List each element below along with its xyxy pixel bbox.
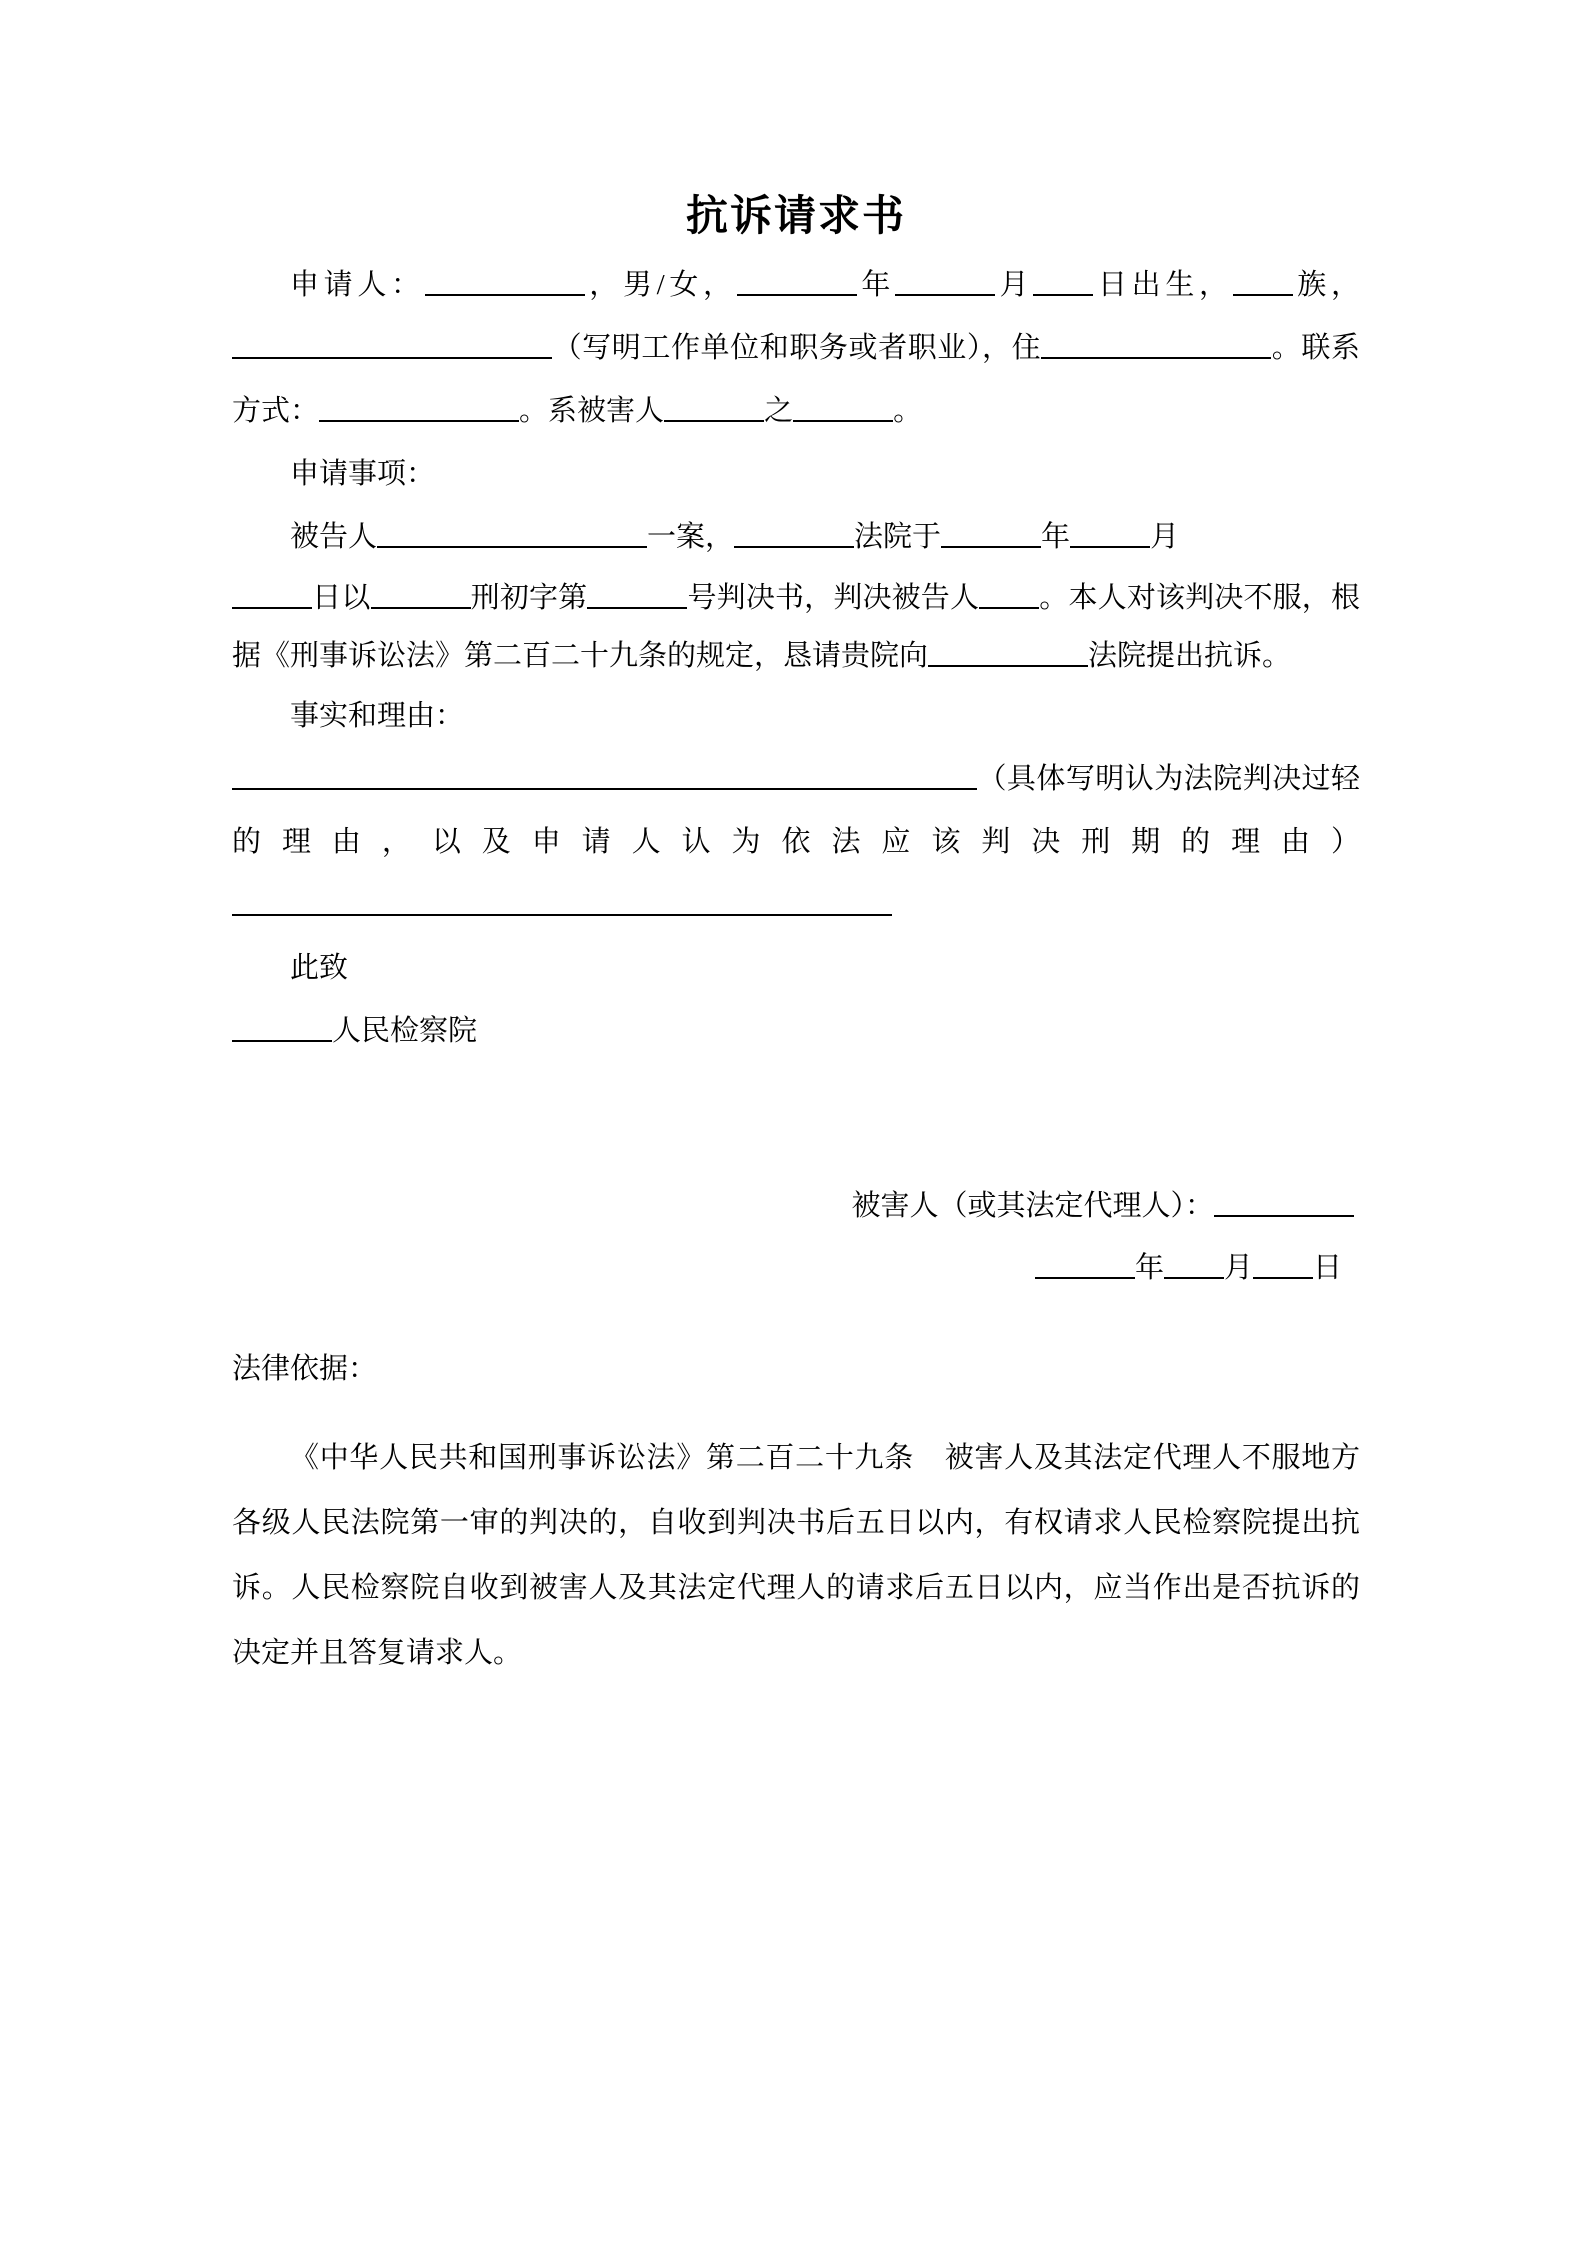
title-spacer bbox=[232, 242, 1360, 254]
facts-note-1: （具体写明认为 bbox=[977, 763, 1184, 796]
address-blank[interactable] bbox=[1041, 327, 1271, 359]
doc-number-label: 号判决书，判决被告人 bbox=[687, 582, 980, 615]
occupation-note: （写明工作单位和职务或者职业）， bbox=[552, 332, 1012, 365]
doc-type-label: 刑初字第 bbox=[470, 582, 588, 615]
request-judgment-line bbox=[232, 569, 1360, 685]
closing-addressee-line bbox=[232, 1000, 1360, 1063]
contact-blank[interactable] bbox=[319, 390, 519, 422]
sign-day-blank[interactable] bbox=[1253, 1247, 1313, 1279]
facts-blank-1[interactable] bbox=[232, 758, 977, 790]
procuratorate-blank[interactable] bbox=[232, 1010, 332, 1042]
birth-year-label: 年 bbox=[856, 269, 895, 302]
address-label: 住 bbox=[1011, 332, 1042, 365]
relation-prefix: 系被害 bbox=[548, 395, 636, 428]
doc-prefix-blank[interactable] bbox=[371, 577, 471, 609]
sentence-period: 。 bbox=[1039, 582, 1069, 615]
ethnicity-blank[interactable] bbox=[1233, 264, 1293, 296]
doc-number-blank[interactable] bbox=[587, 577, 687, 609]
relation-kind-blank[interactable] bbox=[793, 390, 893, 422]
birth-month-blank[interactable] bbox=[895, 264, 995, 296]
sign-month-label: 月 bbox=[1223, 1252, 1253, 1285]
signature-block bbox=[232, 1175, 1360, 1299]
judgment-day-label: 日以 bbox=[312, 582, 371, 615]
address-period: 。 bbox=[1271, 332, 1302, 365]
contact-period: 。 bbox=[519, 395, 549, 428]
page-title: 抗诉请求书 bbox=[685, 194, 906, 240]
judgment-month-label: 月 bbox=[1150, 521, 1180, 554]
facts-note-3: 由） bbox=[1281, 826, 1360, 859]
document-body bbox=[232, 0, 1360, 1715]
sign-year-label: 年 bbox=[1134, 1252, 1164, 1285]
sentence-blank[interactable] bbox=[979, 577, 1039, 609]
protest-court-text: 法院提出抗诉。 bbox=[1088, 640, 1292, 673]
applicant-gender-option: 男/女 bbox=[622, 269, 703, 302]
ethnicity-label: 族， bbox=[1292, 269, 1360, 302]
judgment-year-label: 年 bbox=[1041, 521, 1071, 554]
judgment-day-blank[interactable] bbox=[232, 577, 312, 609]
facts-blank-2[interactable] bbox=[232, 884, 892, 916]
birth-day-blank[interactable] bbox=[1033, 264, 1093, 296]
signer-blank[interactable] bbox=[1214, 1185, 1354, 1217]
relation-person-label: 人 bbox=[635, 395, 665, 428]
applicant-label: 申请人： bbox=[290, 269, 425, 302]
applicant-paragraph bbox=[232, 254, 1360, 443]
applicant-name-blank[interactable] bbox=[425, 264, 585, 296]
facts-note-2: 法院判决过轻的理由，以及申请人认为依法应该判决刑期的理 bbox=[232, 763, 1360, 859]
sign-year-blank[interactable] bbox=[1035, 1247, 1135, 1279]
case-word: 一案， bbox=[647, 521, 735, 554]
relation-victim-blank[interactable] bbox=[664, 390, 764, 422]
court-word: 法院于 bbox=[854, 521, 942, 554]
procuratorate-label: 人民检察院 bbox=[332, 1015, 478, 1048]
defendant-name-blank[interactable] bbox=[377, 516, 647, 548]
applicant-comma-2: ， bbox=[703, 269, 737, 302]
occupation-blank[interactable] bbox=[232, 327, 552, 359]
signature-date-line bbox=[232, 1237, 1360, 1299]
birth-month-label: 月 bbox=[995, 269, 1034, 302]
request-defendant-line bbox=[232, 506, 1360, 569]
closing-salutation: 此致 bbox=[290, 952, 349, 985]
objection-text: 本人对该判决不服，根据《刑事诉讼法》第二百二十九条的规定，恳请贵院向 bbox=[232, 582, 1360, 673]
sign-month-blank[interactable] bbox=[1164, 1247, 1224, 1279]
birth-day-label: 日出 bbox=[1093, 269, 1166, 302]
signer-label: 被害人（或其法定代理人）： bbox=[851, 1190, 1214, 1223]
signer-line bbox=[232, 1175, 1360, 1237]
birth-cont-label: 生， bbox=[1165, 269, 1233, 302]
applicant-comma-1: ， bbox=[584, 269, 623, 302]
legal-text: 被害人及其法定代理人不服地方各级人民法院第一审的判决的，自收到判决书后五日以内，有权请求人民检察院提出抗诉。人民检察院自收到被害人及其法定代理人的请求后五日以内，应当作出是否抗诉的决定并且答复请求人。 bbox=[232, 1442, 1360, 1670]
judgment-year-blank[interactable] bbox=[941, 516, 1041, 548]
relation-of-label: 之 bbox=[764, 395, 794, 428]
contact-label: 联系方式： bbox=[232, 332, 1360, 428]
request-heading: 申请事项： bbox=[290, 458, 436, 491]
relation-period: 。 bbox=[893, 395, 923, 428]
sign-day-label: 日 bbox=[1312, 1252, 1342, 1285]
legal-basis-paragraph bbox=[232, 1426, 1360, 1686]
court-name-blank[interactable] bbox=[734, 516, 854, 548]
legal-basis-heading: 法律依据： bbox=[232, 1353, 378, 1386]
birth-year-blank[interactable] bbox=[737, 264, 857, 296]
defendant-label: 被告人 bbox=[290, 521, 378, 554]
facts-heading: 事实和理由： bbox=[290, 700, 465, 733]
legal-citation: 《中华人民共和国刑事诉讼法》第二百二十九条 bbox=[290, 1442, 914, 1475]
protest-court-blank[interactable] bbox=[928, 635, 1088, 667]
judgment-month-blank[interactable] bbox=[1070, 516, 1150, 548]
facts-note-paragraph bbox=[232, 748, 1360, 937]
